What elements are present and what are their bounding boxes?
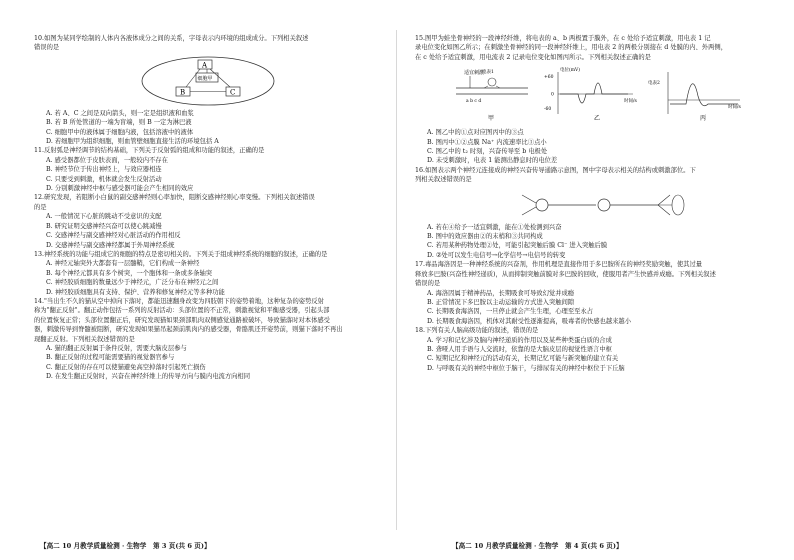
q10-option-b: B. 若 B 所处管道的一端为盲端，则 B 一定为淋巴液 — [46, 119, 192, 127]
q11-option-a: A. 感受器都位于皮肤表面，一般较内不存在 — [46, 156, 168, 164]
q10-fig-b: B — [179, 88, 185, 97]
left-page-footer: 【高二 10 月教学质量检测 · 生物学 第 3 页(共 6 页)】 — [40, 542, 211, 550]
q14-line-2: 称为"翻正反射"。翻正动作包括一系列的反射活动：头部位置的不正常，刺激视觉和平衡感受器，引起头部 — [34, 307, 330, 315]
q10-option-d: D. 若细胞甲为组织细胞，则血管壁细胞直接生活的环境包括 A — [46, 138, 219, 146]
q14-option-b: B. 翻正反射的过程可能需要猫的视觉器官参与 — [46, 354, 175, 362]
q10-fig-a: A — [201, 61, 207, 70]
q16-option-b: B. 图中的效应器由②的末梢和③共同构成 — [427, 233, 543, 241]
q15-fig-v60: +60 — [543, 75, 553, 81]
q16-option-a: A. 若在④给予一适宜刺激，能在①处检测到兴奋 — [427, 223, 562, 231]
q17-line-1: 17.毒品海洛因是一种神经系统的兴奋剂，作用机理是直接作用于多巴胺所在的神经奖励突触，使其过量 — [415, 261, 703, 269]
q15-line-1: 15.图甲为蛙坐骨神经的一段神经纤维，将电表的 a、b 两极置于膜外，在 c 处给予适宜刺激，用电表 1 记 — [415, 35, 711, 42]
q11-option-b: B. 神经节位于传出神经上，与效应器相连 — [46, 166, 162, 174]
q18-option-a: A. 学习和记忆涉及脑内神经递质的作用以及某些种类蛋白质的合成 — [427, 336, 612, 344]
q10-figure — [138, 55, 278, 107]
q10-option-c: C. 细胞甲中的液体属于细胞内液，包括溶液中的液体 — [46, 128, 194, 136]
q14-option-a: A. 猫的翻正反射属于条件反射，需要大脑皮层参与 — [46, 344, 187, 352]
q10-stem-2: 错误的是 — [34, 44, 60, 52]
q13-stem: 13.神经系统的功能与组成它的细胞的特点是密切相关的。下列关于组成神经系统的细胞的叙述，正确的是 — [34, 250, 328, 258]
q15-fig-axis-mv: 电位(mV) — [559, 68, 580, 74]
q15-option-b: B. 图丙中①②点膜 Na⁺ 内流速率比③点小 — [427, 138, 547, 146]
q16-option-d: D. ②处可以发生电信号→化学信号→电信号的转变 — [427, 251, 566, 259]
q11-option-c: C. 只要受到刺激，机体就会发生反射活动 — [46, 175, 162, 183]
q15-fig-axis-t-2: 时间/s — [727, 105, 741, 111]
q12-stem-2: 的是 — [34, 203, 47, 211]
q14-option-d: D. 在发生翻正反射时，兴奋在神经纤维上的传导方向与膜内电流方向相同 — [46, 373, 251, 381]
q14-line-4: 器，刺激传导到脊髓被阻断，研究发现如果猫吊起颈前肌肉内的感受器，骨骼肌还开姿势前，则猫下落时不再出 — [34, 326, 343, 334]
q10-fig-c: C — [229, 88, 235, 97]
q14-option-c: C. 翻正反射的存在可以使猫避免高空掉落时引起死亡损伤 — [46, 363, 206, 371]
q12-stem-1: 12.研究发现，若阻断小白鼠的副交感神经则心率加快，阻断交感神经则心率变慢。下列相关叙述错误 — [34, 194, 315, 202]
q16-neuron-figure — [508, 187, 688, 221]
q13-option-d: D. 神经胶质细胞具有支持、保护、营养和修复神经元等多种功能 — [46, 288, 225, 296]
q10-stem-1: 10.如图为某同学绘制的人体内各液体成分之间的关系，字母表示内环境的组成成分。下列相关叙述 — [34, 35, 309, 42]
q15-option-d: D. 未受刺激时，电表 1 能测出静息时的电位差 — [427, 157, 558, 165]
q14-line-1: 14."当出生不久的猫从空中掉向下落时，都能迅速翻身改变为四肢朝下的姿势着地，这种复杂的姿势反射 — [34, 297, 324, 305]
q17-option-a: A. 海洛因属于精神药品，长期吸食可导致幻觉并成瘾 — [427, 289, 575, 297]
q15-fig-jia: 甲 — [487, 115, 494, 123]
q15-line-2: 录电位变化如图乙所示；在刺激坐骨神经的同一段神经纤维上，用电表 2 的两极分别接在 d 处膜的内、外两侧， — [415, 44, 727, 52]
q10-option-a: A. 若 A、C 之间是双向箭头，则一定是组织液和血浆 — [46, 109, 194, 117]
q15-fig-meter2: 电表2 — [647, 81, 660, 87]
q11-stem: 11.反射弧是神经调节的结构基础，下列关于反射弧的组成和功能的叙述，正确的是 — [34, 147, 265, 155]
q18-option-c: C. 短期记忆和神经元的活动有关，长期记忆可能与新突触的建立有关 — [427, 355, 619, 363]
q15-figure — [448, 64, 748, 126]
q15-line-3: 在 c 处给予适宜刺激，用电流表 2 记录电位变化如图丙所示。下列相关叙述正确的是 — [415, 53, 651, 61]
q18-stem: 18.下列有关人脑高级功能的叙述，错误的是 — [415, 327, 539, 335]
q16-stem-2: 列相关叙述错误的是 — [415, 176, 472, 184]
q14-line-5: 现翻正反射。下列相关叙述错误的是 — [34, 335, 135, 343]
q10-fig-cell: 细胞甲 — [197, 75, 213, 82]
q17-option-b: B. 正常情况下多巴胺以主动运输的方式进入突触间隙 — [427, 298, 575, 306]
right-page-footer: 【高二 10 月教学质量检测 · 生物学 第 4 页(共 6 页)】 — [452, 542, 623, 550]
q15-fig-bing: 丙 — [699, 115, 706, 123]
q15-option-a: A. 图乙中的①点对应图丙中的③点 — [427, 129, 524, 137]
q16-stem-1: 16.如图表示两个神经元连接成的神经兴奋传导通路示意图，图中字母表示相关的结构或刺激部位。下 — [415, 166, 696, 174]
q13-option-a: A. 神经元轴突外大都套有一层髓鞘，它们构成一条神经 — [46, 260, 200, 268]
q15-fig-axis-t: 时间/s — [623, 99, 637, 105]
q18-option-b: B. 聋哑人用手语与人交流时，依靠的是大脑皮层的视觉性语言中枢 — [427, 345, 612, 353]
q17-option-c: C. 长期吸食海洛因，一旦停止就会产生生理，心理至至永占 — [427, 308, 594, 316]
q16-option-c: C. 若用某种药物处理②处，可能引起突触后膜 Cl⁻ 进入突触后膜 — [427, 242, 608, 250]
q12-option-a: A. 一般情况下心脏的跳动不受意识的支配 — [46, 213, 162, 221]
q17-line-3: 错误的是 — [415, 280, 441, 288]
q15-fig-yi: 乙 — [593, 115, 600, 123]
q18-option-d: D. 与呼吸有关的神经中枢位于脑干，与排尿有关的神经中枢位于下丘脑 — [427, 364, 625, 372]
q15-fig-vm60: -60 — [543, 107, 551, 113]
q17-line-2: 释放多巴胺(兴奋性神经递质)，从而抑制突触前膜对多巴胺的回收，使服用者产生快感并成瘾。下列相关叙述 — [415, 270, 716, 278]
q14-line-3: 的位置恢复正常；头部位置翻正后，研究发现猫如果颈部肌肉双侧感觉通路被破坏，导致猫落时对本体感受 — [34, 316, 330, 324]
q15-fig-v0: 0 — [550, 92, 554, 98]
q15-fig-meter1: 电表1 — [481, 70, 494, 76]
q11-option-d: D. 分别刺激神经中枢与感受器可能会产生相同的效应 — [46, 185, 194, 193]
q13-option-c: C. 神经胶质细胞的数量远少于神经元，广泛分布在神经元之间 — [46, 279, 219, 287]
q12-option-d: D. 交感神经与副交感神经都属于外周神经系统 — [46, 241, 175, 249]
q12-option-b: B. 研究证明交感神经兴奋可以使心跳减慢 — [46, 222, 162, 230]
q13-option-b: B. 每个神经元都具有多个树突，一个胞体和一条或多条轴突 — [46, 269, 213, 277]
right-page — [397, 0, 794, 560]
q12-option-c: C. 交感神经与副交感神经对心脏活动的作用相反 — [46, 232, 181, 240]
q17-option-d: D. 长期吸食海洛因，机体对其耐受性逐渐提高，吸毒者的快感也越来越小 — [427, 317, 632, 325]
q15-fig-stim: 适宜刺激 — [463, 70, 484, 77]
q15-option-c: C. 图乙中的 t₂ 时刻，兴奋传导至 b 电极处 — [427, 148, 548, 156]
q15-fig-points: a b c d — [465, 99, 481, 105]
